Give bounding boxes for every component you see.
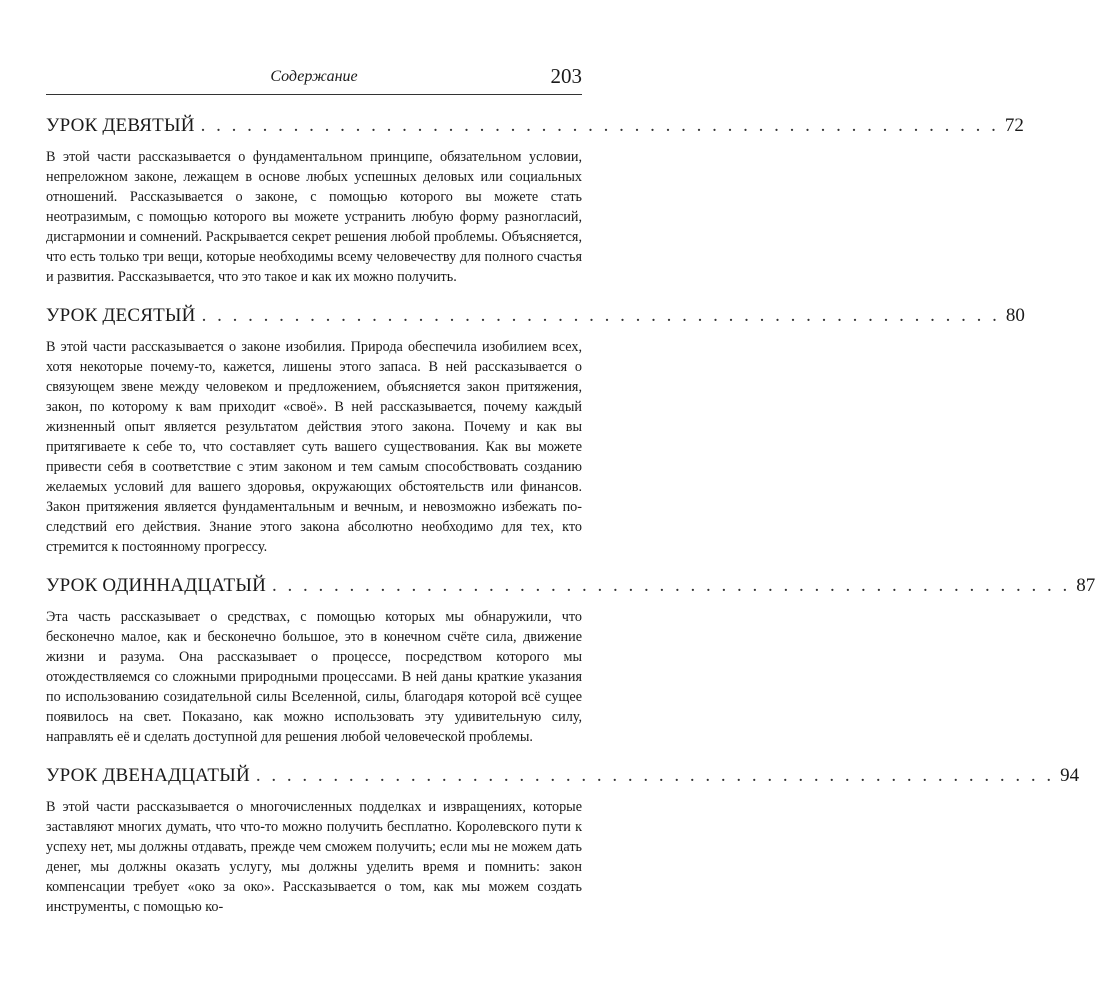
toc-entry-description: В этой части рассказывается о законе изобилия. Природа обеспечила изобилием всех, хотя некоторые почему-то, кажется, лишены этого запаса. В ней рассказывается о связующем звене между человеком и предложением, объясняется закон притяжения, закон, по которому к вам приходит «своё». В ней рассказывается, почему каждый жизненный опыт является результатом действия этого закона. Почему и как вы притягиваете к себе то, что составляет суть вашего существования. Как вы можете привести себя в соответствие с этим законом и тем самым способствовать созданию желаемых условий для вашего здоровья, окружающих обстоятельств или финансов. Закон притяжения является фундаментальным и вечным, и невозможно избежать последствий его действия. Знание этого закона абсолютно необходимо для тех, кто стремится к постоянному прогрессу.: [46, 339, 582, 555]
toc-entry-lesson-11: [46, 574, 1095, 747]
dot-leader: . . . . . . . . . . . . . . . . . . . . . . . . . . . . . . . . . . . . . . . . . . . . . . . . . . . .: [272, 575, 1071, 596]
toc-entry-page: 87: [1076, 575, 1095, 596]
toc-entry-page: 94: [1060, 765, 1080, 786]
toc-heading-line: [46, 114, 1024, 138]
toc-entry-title: УРОК ДВЕНАДЦАТЫЙ: [46, 765, 250, 786]
toc-entry-lesson-12: [46, 764, 1080, 917]
toc-entry-description: В этой части рассказывается о фундаментальном принципе, обязательном условии, непреложном законе, лежащем в основе любых успешных деловых или социальных отношений. Рассказывается о законе, с помощью которого вы можете стать неотразимым, с помощью которого вы можете устранить любую форму разногласий, дисгармонии и сомнений. Раскрывается секрет решения любой проблемы. Объясняется, что есть только три вещи, которые необходимы всему человечеству для полного счастья и развития. Рассказывается, что это такое и как их можно получить.: [46, 149, 582, 285]
dot-leader: . . . . . . . . . . . . . . . . . . . . . . . . . . . . . . . . . . . . . . . . . . . . . . . . . . . .: [201, 305, 1000, 326]
toc-entry-page: 72: [1004, 115, 1024, 136]
toc-heading-line: [46, 304, 1025, 328]
running-title: Содержание: [270, 68, 358, 85]
toc-heading-line: [46, 574, 1095, 598]
toc-entry-title: УРОК ДЕСЯТЫЙ: [46, 305, 196, 326]
toc-entry-page: 80: [1005, 305, 1025, 326]
dot-leader: . . . . . . . . . . . . . . . . . . . . . . . . . . . . . . . . . . . . . . . . . . . . . . . . . . . .: [200, 115, 999, 136]
toc-entry-lesson-10: [46, 304, 1025, 557]
toc-entry-lesson-9: [46, 114, 1024, 287]
table-of-contents: [46, 114, 1095, 934]
toc-entry-title: УРОК ОДИННАДЦАТЫЙ: [46, 575, 267, 596]
toc-heading-line: [46, 764, 1080, 788]
toc-entry-description: В этой части рассказывается о многочисленных подделках и извращениях, которые заставляют многих думать, что что-то можно получить бесплатно. Королевского пути к успеху нет, мы должны отдавать, прежде чем сможем получить; если мы не можем дать денег, мы должны оказать услугу, мы должны уделить время и помнить: закон компенсации требует «око за око». Рассказывается о том, как мы можем создать инструменты, с помощью ко-: [46, 799, 582, 915]
page-number: 203: [550, 64, 582, 88]
dot-leader: . . . . . . . . . . . . . . . . . . . . . . . . . . . . . . . . . . . . . . . . . . . . . . . . . . . .: [255, 765, 1055, 786]
toc-entry-description: Эта часть рассказывает о средствах, с помощью которых мы обнаружили, что бесконечно малое, как и бесконечно большое, это в конечном счёте сила, движение жизни и разума. Она рассказывает о процессе, посредством которого мы отождествляемся со сложными природными процессами. В ней даны краткие указания по использованию созидательной силы Вселенной, силы, благодаря которой всё сущее появилось на свет. Показано, как можно использовать эту удивительную силу, направлять её и сделать доступной для решения любой человеческой проблемы.: [46, 609, 582, 745]
running-header: [46, 64, 582, 95]
toc-entry-title: УРОК ДЕВЯТЫЙ: [46, 115, 195, 136]
